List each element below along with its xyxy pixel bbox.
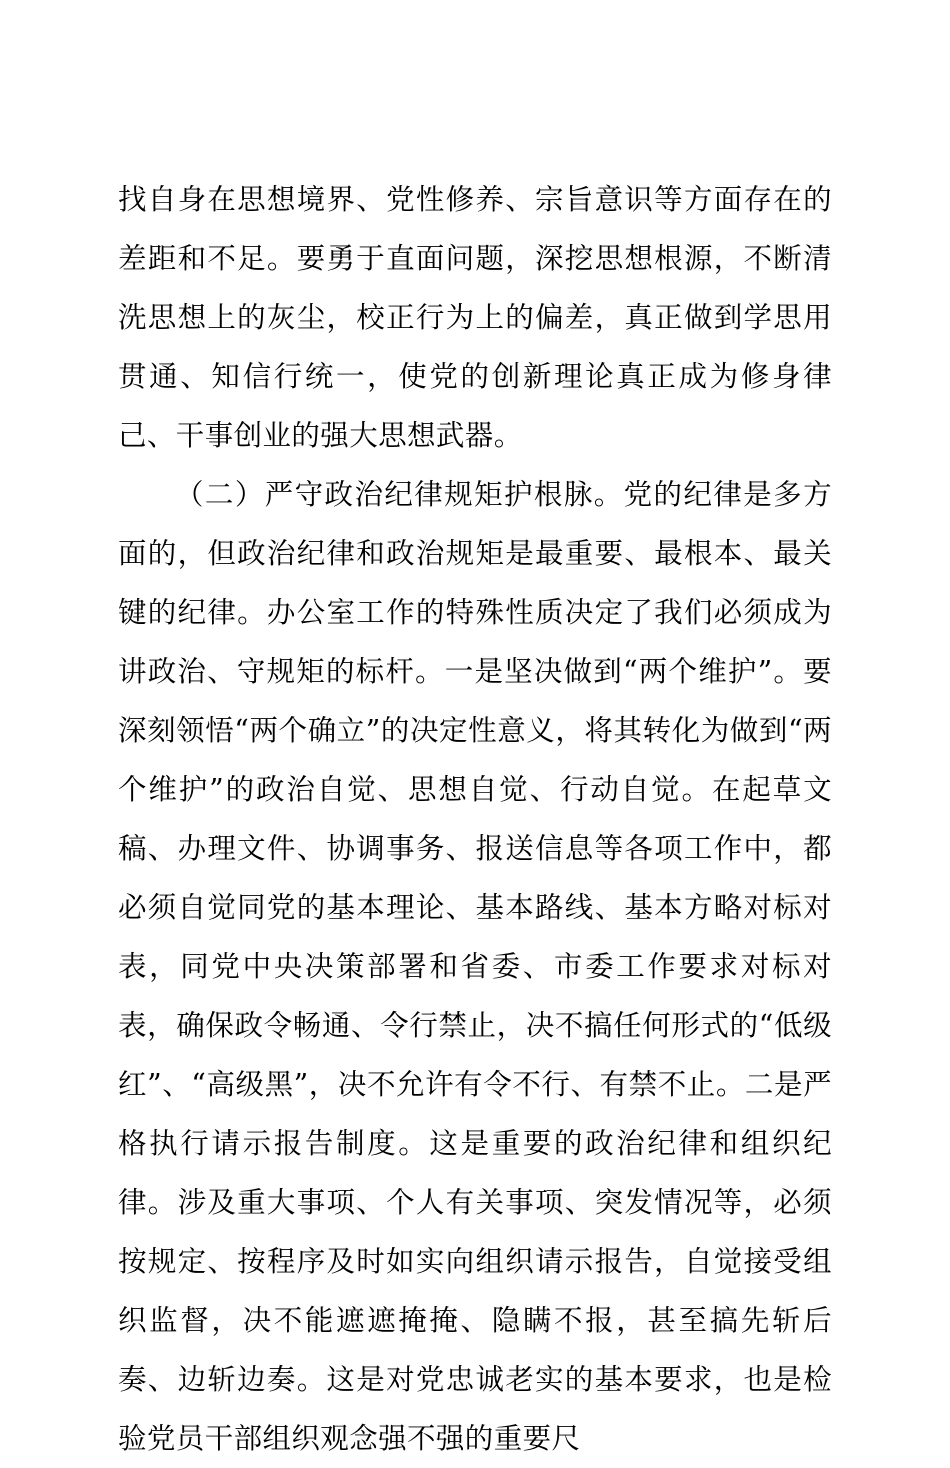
paragraph-1: 找自身在思想境界、党性修养、宗旨意识等方面存在的差距和不足。要勇于直面问题，深挖思想根源，不断清洗思想上的灰尘，校正行为上的偏差，真正做到学思用贯通、知信行统一，使党的创新理论真正成为修身律己、干事创业的强大思想武器。	[118, 183, 832, 452]
document-body	[118, 170, 832, 1468]
paragraph-2: （二）严守政治纪律规矩护根脉。党的纪律是多方面的，但政治纪律和政治规矩是最重要、最根本、最关键的纪律。办公室工作的特殊性质决定了我们必须成为讲政治、守规矩的标杆。一是坚决做到“两个维护”。要深刻领悟“两个确立”的决定性意义，将其转化为做到“两个维护”的政治自觉、思想自觉、行动自觉。在起草文稿、办理文件、协调事务、报送信息等各项工作中，都必须自觉同党的基本理论、基本路线、基本方略对标对表，同党中央决策部署和省委、市委工作要求对标对表，确保政令畅通、令行禁止，决不搞任何形式的“低级红”、“高级黑”，决不允许有令不行、有禁不止。二是严格执行请示报告制度。这是重要的政治纪律和组织纪律。涉及重大事项、个人有关事项、突发情况等，必须按规定、按程序及时如实向组织请示报告，自觉接受组织监督，决不能遮遮掩掩、隐瞒不报，甚至搞先斩后奏、边斩边奏。这是对党忠诚老实的基本要求，也是检验党员干部组织观念强不强的重要尺	[118, 478, 832, 1455]
